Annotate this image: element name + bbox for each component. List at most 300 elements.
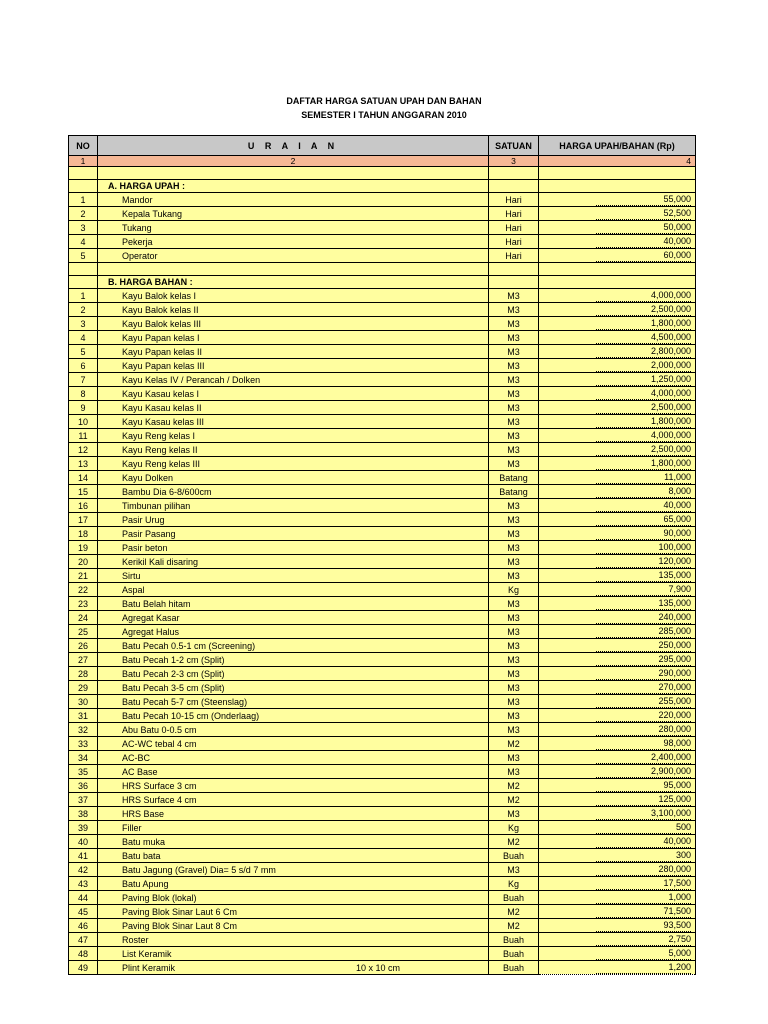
table-row xyxy=(69,373,696,387)
row-number: 3 xyxy=(69,221,98,235)
price-value: 3,100,000 xyxy=(596,807,691,820)
price-cell xyxy=(539,499,696,513)
spacer-row xyxy=(69,167,696,180)
table-row xyxy=(69,933,696,947)
uraian-cell xyxy=(98,947,489,961)
row-number: 26 xyxy=(69,639,98,653)
table-row xyxy=(69,835,696,849)
uraian-cell xyxy=(98,429,489,443)
uraian-cell xyxy=(98,401,489,415)
table-row xyxy=(69,303,696,317)
price-value: 2,400,000 xyxy=(596,751,691,764)
item-name: Pasir beton xyxy=(122,542,168,553)
price-cell xyxy=(539,289,696,303)
uraian-cell xyxy=(98,485,489,499)
price-cell xyxy=(539,891,696,905)
uraian-cell xyxy=(98,919,489,933)
item-name: Batu Belah hitam xyxy=(122,598,191,609)
item-name: Filler xyxy=(122,822,142,833)
price-value: 120,000 xyxy=(596,555,691,568)
price-value: 17,500 xyxy=(596,877,691,890)
item-name: Abu Batu 0-0.5 cm xyxy=(122,724,197,735)
uraian-cell xyxy=(98,569,489,583)
table-row xyxy=(69,569,696,583)
table-row xyxy=(69,891,696,905)
uraian-cell xyxy=(98,891,489,905)
uraian-cell xyxy=(98,415,489,429)
uraian-cell xyxy=(98,207,489,221)
table-row xyxy=(69,221,696,235)
item-name: Batu Pecah 10-15 cm (Onderlaag) xyxy=(122,710,260,721)
row-number: 5 xyxy=(69,345,98,359)
price-value: 95,000 xyxy=(596,779,691,792)
uraian-cell xyxy=(98,471,489,485)
row-number: 4 xyxy=(69,235,98,249)
price-value: 4,500,000 xyxy=(596,331,691,344)
price-cell xyxy=(539,723,696,737)
unit-cell: M3 xyxy=(489,359,539,373)
row-number: 19 xyxy=(69,541,98,555)
table-row xyxy=(69,961,696,975)
uraian-cell xyxy=(98,527,489,541)
table-row xyxy=(69,249,696,263)
table-row xyxy=(69,919,696,933)
uraian-cell xyxy=(98,723,489,737)
price-value: 71,500 xyxy=(596,905,691,918)
uraian-cell xyxy=(98,499,489,513)
table-row xyxy=(69,387,696,401)
table-row xyxy=(69,583,696,597)
row-number: 3 xyxy=(69,317,98,331)
uraian-cell xyxy=(98,709,489,723)
uraian-cell xyxy=(98,849,489,863)
table-row xyxy=(69,457,696,471)
table-row xyxy=(69,555,696,569)
empty-cell xyxy=(98,167,489,180)
uraian-cell xyxy=(98,331,489,345)
row-number: 49 xyxy=(69,961,98,975)
header-uraian: U R A I A N xyxy=(98,136,489,156)
price-value: 290,000 xyxy=(596,667,691,680)
table-row xyxy=(69,821,696,835)
document-title: DAFTAR HARGA SATUAN UPAH DAN BAHAN xyxy=(286,96,482,106)
unit-cell: Hari xyxy=(489,221,539,235)
header-satuan: SATUAN xyxy=(489,136,539,156)
price-cell xyxy=(539,387,696,401)
unit-cell: M3 xyxy=(489,681,539,695)
price-cell xyxy=(539,807,696,821)
price-cell xyxy=(539,235,696,249)
table-row xyxy=(69,681,696,695)
price-cell xyxy=(539,415,696,429)
uraian-cell xyxy=(98,249,489,263)
unit-cell: Kg xyxy=(489,877,539,891)
price-cell xyxy=(539,863,696,877)
price-cell xyxy=(539,569,696,583)
row-number: 4 xyxy=(69,331,98,345)
row-number: 36 xyxy=(69,779,98,793)
unit-cell: M3 xyxy=(489,639,539,653)
uraian-cell xyxy=(98,639,489,653)
unit-cell: M3 xyxy=(489,765,539,779)
uraian-cell xyxy=(98,345,489,359)
price-cell xyxy=(539,905,696,919)
table-row xyxy=(69,401,696,415)
price-cell xyxy=(539,835,696,849)
uraian-cell xyxy=(98,681,489,695)
empty-cell xyxy=(539,263,696,276)
table-row xyxy=(69,415,696,429)
item-name: Operator xyxy=(122,250,158,261)
row-number: 2 xyxy=(69,207,98,221)
unit-cell: M3 xyxy=(489,723,539,737)
price-value: 255,000 xyxy=(596,695,691,708)
table-row xyxy=(69,541,696,555)
uraian-cell xyxy=(98,317,489,331)
row-number: 1 xyxy=(69,289,98,303)
price-cell xyxy=(539,751,696,765)
price-value: 1,250,000 xyxy=(596,373,691,386)
price-cell xyxy=(539,639,696,653)
unit-cell: Buah xyxy=(489,849,539,863)
item-name: Kayu Reng kelas I xyxy=(122,430,196,441)
section-header-row xyxy=(69,180,696,193)
item-name: Kayu Kelas IV / Perancah / Dolken xyxy=(122,374,261,385)
empty-cell xyxy=(489,180,539,193)
table-row xyxy=(69,765,696,779)
price-cell xyxy=(539,401,696,415)
uraian-cell xyxy=(98,457,489,471)
row-number: 21 xyxy=(69,569,98,583)
unit-cell: M2 xyxy=(489,905,539,919)
unit-cell: M3 xyxy=(489,457,539,471)
empty-cell xyxy=(69,276,98,289)
price-value: 280,000 xyxy=(596,863,691,876)
price-cell xyxy=(539,667,696,681)
price-value: 40,000 xyxy=(596,235,691,248)
row-number: 43 xyxy=(69,877,98,891)
item-name: Kayu Papan kelas II xyxy=(122,346,203,357)
unit-cell: M3 xyxy=(489,541,539,555)
item-name: Kayu Dolken xyxy=(122,472,174,483)
unit-cell: M3 xyxy=(489,303,539,317)
price-cell xyxy=(539,653,696,667)
price-value: 1,000 xyxy=(596,891,691,904)
row-number: 6 xyxy=(69,359,98,373)
uraian-cell xyxy=(98,653,489,667)
row-number: 8 xyxy=(69,387,98,401)
item-name: Batu Pecah 1-2 cm (Split) xyxy=(122,654,225,665)
uraian-cell xyxy=(98,303,489,317)
row-number: 46 xyxy=(69,919,98,933)
price-cell xyxy=(539,611,696,625)
row-number: 14 xyxy=(69,471,98,485)
price-value: 100,000 xyxy=(596,541,691,554)
unit-cell: M3 xyxy=(489,317,539,331)
uraian-cell xyxy=(98,835,489,849)
empty-cell xyxy=(69,167,98,180)
unit-cell: Hari xyxy=(489,193,539,207)
table-row xyxy=(69,345,696,359)
header-no: NO xyxy=(69,136,98,156)
price-cell xyxy=(539,779,696,793)
item-name: Batu Jagung (Gravel) Dia= 5 s/d 7 mm xyxy=(122,864,276,875)
unit-cell: Buah xyxy=(489,891,539,905)
uraian-cell xyxy=(98,737,489,751)
row-number: 44 xyxy=(69,891,98,905)
price-value: 285,000 xyxy=(596,625,691,638)
price-value: 1,800,000 xyxy=(596,457,691,470)
price-cell xyxy=(539,221,696,235)
index-cell: 2 xyxy=(98,156,489,167)
item-name: HRS Surface 3 cm xyxy=(122,780,197,791)
table-row xyxy=(69,751,696,765)
price-value: 2,750 xyxy=(596,933,691,946)
uraian-cell xyxy=(98,541,489,555)
row-number: 33 xyxy=(69,737,98,751)
item-name: Tukang xyxy=(122,222,152,233)
unit-cell: M3 xyxy=(489,415,539,429)
item-name: Plint Keramik xyxy=(122,962,176,973)
price-cell xyxy=(539,471,696,485)
uraian-cell xyxy=(98,905,489,919)
item-name: Mandor xyxy=(122,194,153,205)
item-name: Kepala Tukang xyxy=(122,208,183,219)
table-row xyxy=(69,499,696,513)
unit-cell: M2 xyxy=(489,737,539,751)
price-value: 40,000 xyxy=(596,835,691,848)
row-number: 15 xyxy=(69,485,98,499)
unit-cell: M3 xyxy=(489,751,539,765)
row-number: 9 xyxy=(69,401,98,415)
price-value: 125,000 xyxy=(596,793,691,806)
document-subtitle: SEMESTER I TAHUN ANGGARAN 2010 xyxy=(301,110,467,120)
unit-cell: M3 xyxy=(489,527,539,541)
price-value: 50,000 xyxy=(596,221,691,234)
item-name: Sirtu xyxy=(122,570,141,581)
item-name: Aspal xyxy=(122,584,145,595)
price-value: 65,000 xyxy=(596,513,691,526)
table-row xyxy=(69,709,696,723)
table-row xyxy=(69,947,696,961)
price-cell xyxy=(539,793,696,807)
price-value: 98,000 xyxy=(596,737,691,750)
unit-cell: Buah xyxy=(489,961,539,975)
unit-cell: M3 xyxy=(489,695,539,709)
empty-cell xyxy=(69,180,98,193)
row-number: 10 xyxy=(69,415,98,429)
unit-cell: M3 xyxy=(489,863,539,877)
item-name: Kayu Balok kelas III xyxy=(122,318,202,329)
price-cell xyxy=(539,485,696,499)
uraian-cell xyxy=(98,821,489,835)
price-value: 295,000 xyxy=(596,653,691,666)
row-number: 32 xyxy=(69,723,98,737)
uraian-cell xyxy=(98,221,489,235)
row-number: 29 xyxy=(69,681,98,695)
price-cell xyxy=(539,597,696,611)
row-number: 34 xyxy=(69,751,98,765)
price-value: 7,900 xyxy=(596,583,691,596)
uraian-cell xyxy=(98,807,489,821)
row-number: 12 xyxy=(69,443,98,457)
unit-cell: Kg xyxy=(489,821,539,835)
uraian-cell xyxy=(98,597,489,611)
item-name: Paving Blok Sinar Laut 8 Cm xyxy=(122,920,238,931)
row-number: 7 xyxy=(69,373,98,387)
price-cell xyxy=(539,849,696,863)
item-name: Paving Blok Sinar Laut 6 Cm xyxy=(122,906,238,917)
price-value: 4,000,000 xyxy=(596,429,691,442)
uraian-cell xyxy=(98,513,489,527)
unit-cell: M3 xyxy=(489,709,539,723)
price-value: 11,000 xyxy=(596,471,691,484)
price-value: 280,000 xyxy=(596,723,691,736)
row-number: 38 xyxy=(69,807,98,821)
unit-cell: Hari xyxy=(489,207,539,221)
item-name: Pasir Urug xyxy=(122,514,165,525)
uraian-cell xyxy=(98,695,489,709)
table-row xyxy=(69,513,696,527)
item-name: Kayu Balok kelas I xyxy=(122,290,197,301)
section-header-row xyxy=(69,276,696,289)
price-value: 52,500 xyxy=(596,207,691,220)
row-number: 25 xyxy=(69,625,98,639)
uraian-cell xyxy=(98,863,489,877)
uraian-cell xyxy=(98,193,489,207)
item-name: Batu Apung xyxy=(122,878,169,889)
table-row xyxy=(69,429,696,443)
unit-cell: M2 xyxy=(489,919,539,933)
price-cell xyxy=(539,429,696,443)
uraian-cell xyxy=(98,611,489,625)
table-row xyxy=(69,359,696,373)
price-value: 300 xyxy=(596,849,691,862)
item-name: Batu Pecah 3-5 cm (Split) xyxy=(122,682,225,693)
unit-cell: Hari xyxy=(489,235,539,249)
item-dimension: 10 x 10 cm xyxy=(356,962,401,973)
price-value: 5,000 xyxy=(596,947,691,960)
item-name: AC-BC xyxy=(122,752,151,763)
price-value: 90,000 xyxy=(596,527,691,540)
row-number: 17 xyxy=(69,513,98,527)
table-row xyxy=(69,193,696,207)
table-row xyxy=(69,625,696,639)
uraian-cell xyxy=(98,667,489,681)
item-name: Batu Pecah 2-3 cm (Split) xyxy=(122,668,225,679)
table-row xyxy=(69,877,696,891)
uraian-cell xyxy=(98,373,489,387)
price-cell xyxy=(539,877,696,891)
price-cell xyxy=(539,919,696,933)
uraian-cell xyxy=(98,555,489,569)
row-number: 41 xyxy=(69,849,98,863)
price-cell xyxy=(539,821,696,835)
table-row xyxy=(69,695,696,709)
unit-cell: M3 xyxy=(489,345,539,359)
unit-cell: M3 xyxy=(489,429,539,443)
unit-cell: Hari xyxy=(489,249,539,263)
row-number: 18 xyxy=(69,527,98,541)
item-name: Bambu Dia 6-8/600cm xyxy=(122,486,212,497)
uraian-cell xyxy=(98,583,489,597)
item-name: Pekerja xyxy=(122,236,153,247)
item-name: AC Base xyxy=(122,766,158,777)
table-row xyxy=(69,737,696,751)
price-value: 40,000 xyxy=(596,499,691,512)
unit-cell: M3 xyxy=(489,401,539,415)
item-name: Roster xyxy=(122,934,149,945)
empty-cell xyxy=(539,276,696,289)
price-value: 4,000,000 xyxy=(596,289,691,302)
unit-cell: M2 xyxy=(489,779,539,793)
price-value: 2,500,000 xyxy=(596,443,691,456)
item-name: Batu Pecah 5-7 cm (Steenslag) xyxy=(122,696,248,707)
row-number: 37 xyxy=(69,793,98,807)
table-row xyxy=(69,235,696,249)
row-number: 35 xyxy=(69,765,98,779)
price-value: 500 xyxy=(596,821,691,834)
unit-cell: M3 xyxy=(489,387,539,401)
item-name: Batu bata xyxy=(122,850,161,861)
unit-cell: M3 xyxy=(489,597,539,611)
unit-cell: Buah xyxy=(489,933,539,947)
row-number: 40 xyxy=(69,835,98,849)
empty-cell xyxy=(489,276,539,289)
row-number: 11 xyxy=(69,429,98,443)
price-cell xyxy=(539,331,696,345)
item-name: HRS Base xyxy=(122,808,165,819)
column-index-row xyxy=(69,156,696,167)
price-cell xyxy=(539,933,696,947)
table-row xyxy=(69,485,696,499)
row-number: 20 xyxy=(69,555,98,569)
price-cell xyxy=(539,709,696,723)
empty-cell xyxy=(69,263,98,276)
item-name: Kayu Reng kelas III xyxy=(122,458,201,469)
uraian-cell xyxy=(98,779,489,793)
unit-cell: M3 xyxy=(489,443,539,457)
item-name: Kayu Kasau kelas III xyxy=(122,416,205,427)
unit-cell: Kg xyxy=(489,583,539,597)
price-cell xyxy=(539,345,696,359)
row-number: 47 xyxy=(69,933,98,947)
row-number: 24 xyxy=(69,611,98,625)
item-name: Batu muka xyxy=(122,836,166,847)
unit-cell: M3 xyxy=(489,625,539,639)
price-value: 1,800,000 xyxy=(596,415,691,428)
empty-cell xyxy=(98,263,489,276)
unit-cell: Batang xyxy=(489,485,539,499)
empty-cell xyxy=(489,263,539,276)
spacer-row xyxy=(69,263,696,276)
item-name: Kayu Balok kelas II xyxy=(122,304,199,315)
unit-cell: M3 xyxy=(489,807,539,821)
item-name: Batu Pecah 0.5-1 cm (Screening) xyxy=(122,640,256,651)
price-cell xyxy=(539,249,696,263)
table-row xyxy=(69,863,696,877)
unit-cell: M3 xyxy=(489,373,539,387)
uraian-cell xyxy=(98,961,489,975)
price-cell xyxy=(539,555,696,569)
item-name: Timbunan pilihan xyxy=(122,500,191,511)
index-cell: 1 xyxy=(69,156,98,167)
table-row xyxy=(69,653,696,667)
table-row xyxy=(69,849,696,863)
table-row xyxy=(69,667,696,681)
item-name: Agregat Kasar xyxy=(122,612,180,623)
row-number: 16 xyxy=(69,499,98,513)
